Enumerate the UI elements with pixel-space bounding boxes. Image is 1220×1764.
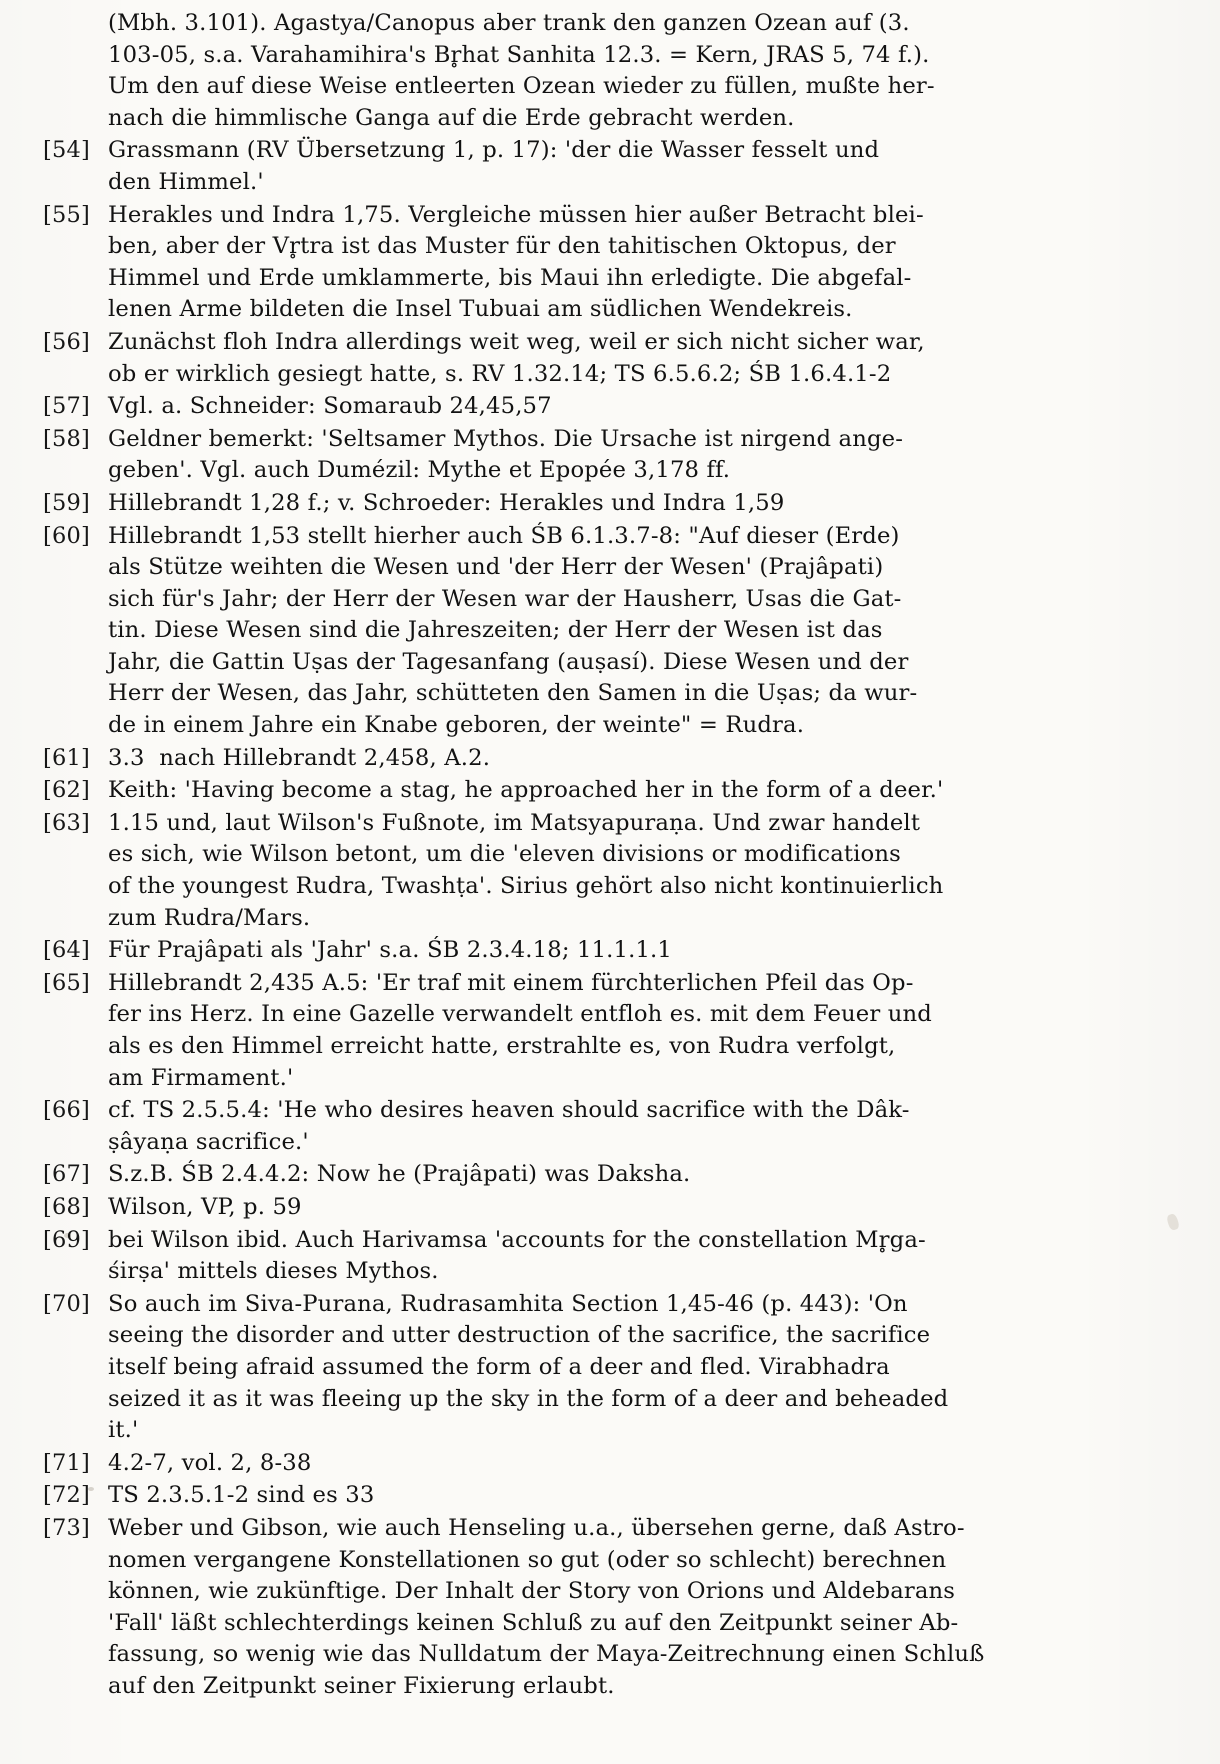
endnote-line: fassung, so wenig wie das Nulldatum der Maya-Zeitrechnung einen Schluß (108, 1641, 985, 1668)
endnote-entry (0, 1480, 1220, 1512)
endnote-entry (0, 1192, 1220, 1224)
endnote-entry (0, 743, 1220, 775)
endnote-text (108, 1513, 984, 1703)
endnote-line: Keith: 'Having become a stag, he approached her in the form of a deer.' (108, 777, 944, 804)
endnote-line: Wilson, VP, p. 59 (108, 1193, 302, 1220)
endnote-entry (0, 1448, 1220, 1480)
endnote-text (108, 424, 903, 487)
endnote-entry (0, 327, 1220, 390)
endnote-text (108, 743, 490, 775)
endnote-line: So auch im Siva-Purana, Rudrasamhita Section 1,45-46 (p. 443): 'On (108, 1290, 908, 1317)
endnote-line: als es den Himmel erreicht hatte, erstrahlte es, von Rudra verfolgt, (108, 1033, 896, 1059)
endnote-entry (0, 775, 1220, 807)
endnote-text (108, 775, 943, 807)
endnote-line: de in einem Jahre ein Knabe geboren, der weinte" = Rudra. (108, 712, 805, 739)
endnote-entry (0, 521, 1220, 742)
endnote-number: [68] (43, 1193, 90, 1220)
endnote-number: [54] (43, 137, 90, 164)
endnote-text (108, 1480, 374, 1512)
endnote-entry (0, 1225, 1220, 1288)
endnote-line: zum Rudra/Mars. (108, 904, 311, 931)
endnote-line: können, wie zukünftige. Der Inhalt der Story von Orions und Aldebarans (108, 1578, 956, 1605)
endnote-text (108, 935, 672, 967)
endnote-text (108, 1225, 926, 1288)
endnote-number: [58] (43, 425, 90, 452)
endnote-line: Jahr, die Gattin Uṣas der Tagesanfang (auṣasí). Diese Wesen und der (108, 648, 909, 675)
endnote-entry (0, 424, 1220, 487)
endnote-entry (0, 135, 1220, 198)
endnote-number: [55] (43, 201, 90, 228)
endnote-text (108, 1192, 302, 1224)
endnote-line: itself being afraid assumed the form of a deer and fled. Virabhadra (108, 1353, 890, 1380)
endnote-entry (0, 8, 1220, 134)
endnote-line: Geldner bemerkt: 'Seltsamer Mythos. Die Ursache ist nirgend ange- (108, 425, 904, 452)
endnote-text (108, 391, 552, 423)
endnote-line: Vgl. a. Schneider: Somaraub 24,45,57 (108, 393, 552, 420)
endnote-number: [69] (43, 1226, 90, 1253)
endnote-number: [57] (43, 393, 90, 420)
endnote-line: Grassmann (RV Übersetzung 1, p. 17): 'der die Wasser fesselt und (108, 137, 880, 164)
endnote-line: (Mbh. 3.101). Agastya/Canopus aber trank den ganzen Ozean auf (3. (108, 10, 910, 36)
endnote-number: [56] (43, 328, 90, 355)
endnote-line: S.z.B. ŚB 2.4.4.2: Now he (Prajâpati) was Daksha. (108, 1161, 691, 1188)
endnote-number: [73] (43, 1514, 90, 1541)
endnote-line: tin. Diese Wesen sind die Jahreszeiten; der Herr der Wesen ist das (108, 617, 883, 644)
endnote-line: Um den auf diese Weise entleerten Ozean wieder zu füllen, mußte her- (108, 73, 935, 100)
endnote-entry (0, 1513, 1220, 1703)
endnote-line: Herakles und Indra 1,75. Vergleiche müssen hier außer Betracht blei- (108, 201, 924, 228)
endnote-text (108, 1448, 311, 1480)
endnote-text (108, 8, 935, 134)
endnote-text (108, 488, 784, 520)
endnote-line: seized it as it was fleeing up the sky in the form of a deer and beheaded (108, 1385, 949, 1412)
endnote-entry (0, 1289, 1220, 1447)
endnote-line: Himmel und Erde umklammerte, bis Maui ihn erledigte. Die abgefal- (108, 264, 912, 291)
endnote-number: [62] (43, 777, 90, 804)
endnote-line: seeing the disorder and utter destruction of the sacrifice, the sacrifice (108, 1322, 931, 1349)
endnote-entry (0, 488, 1220, 520)
endnote-line: śirṣa' mittels dieses Mythos. (108, 1258, 439, 1285)
endnote-line: sich für's Jahr; der Herr der Wesen war der Hausherr, Usas die Gat- (108, 585, 902, 612)
endnote-number: [64] (43, 937, 90, 964)
endnote-text (108, 200, 924, 326)
endnote-line: geben'. Vgl. auch Dumézil: Mythe et Epopée 3,178 ff. (108, 457, 731, 484)
endnote-text (108, 1095, 910, 1158)
endnote-text (108, 1289, 948, 1447)
endnote-number: [72] (43, 1482, 90, 1509)
endnote-entry (0, 1159, 1220, 1191)
endnote-line: Hillebrandt 1,53 stellt hierher auch ŚB 6.1.3.7-8: "Auf dieser (Erde) (108, 522, 900, 549)
endnote-line: Für Prajâpati als 'Jahr' s.a. ŚB 2.3.4.18; 11.1.1.1 (108, 937, 672, 964)
endnote-line: Herr der Wesen, das Jahr, schütteten den Samen in die Uṣas; da wur- (108, 680, 918, 707)
endnote-line: fer ins Herz. In eine Gazelle verwandelt entfloh es. mit dem Feuer und (108, 1001, 932, 1028)
endnote-line: Hillebrandt 2,435 A.5: 'Er traf mit einem fürchterlichen Pfeil das Op- (108, 969, 914, 996)
endnote-number: [63] (43, 809, 90, 836)
endnote-line: nomen vergangene Konstellationen so gut (oder so schlecht) berechnen (108, 1546, 947, 1573)
endnote-line: auf den Zeitpunkt seiner Fixierung erlaubt. (108, 1672, 615, 1699)
endnote-number: [60] (43, 522, 90, 549)
endnote-line: Weber und Gibson, wie auch Henseling u.a., übersehen gerne, daß Astro- (108, 1514, 965, 1541)
endnote-line: Zunächst floh Indra allerdings weit weg, weil er sich nicht sicher war, (108, 328, 925, 355)
endnote-line: nach die himmlische Ganga auf die Erde gebracht werden. (108, 104, 795, 131)
endnote-number: [67] (43, 1161, 90, 1188)
endnote-line: 'Fall' läßt schlechterdings keinen Schluß zu auf den Zeitpunkt seiner Ab- (108, 1609, 959, 1636)
endnote-line: lenen Arme bildeten die Insel Tubuai am südlichen Wendekreis. (108, 296, 853, 323)
endnote-line: am Firmament.' (108, 1064, 294, 1091)
endnote-line: it.' (108, 1417, 139, 1444)
endnote-entry (0, 935, 1220, 967)
endnote-number: [70] (43, 1290, 90, 1317)
endnote-number: [71] (43, 1449, 90, 1476)
endnote-text (108, 135, 879, 198)
endnote-line: ṣâyaṇa sacrifice.' (108, 1128, 309, 1155)
endnote-text (108, 968, 932, 1094)
endnote-line: den Himmel.' (108, 168, 264, 195)
endnote-line: 103-05, s.a. Varahamihira's Br̥hat Sanhita 12.3. = Kern, JRAS 5, 74 f.). (108, 41, 930, 68)
endnote-line: ben, aber der Vr̥tra ist das Muster für den tahitischen Oktopus, der (108, 233, 896, 260)
endnote-entry (0, 391, 1220, 423)
endnote-number: [66] (43, 1097, 90, 1124)
endnote-entry (0, 200, 1220, 326)
endnote-number: [61] (43, 744, 90, 771)
endnote-entry (0, 968, 1220, 1094)
endnote-line: of the youngest Rudra, Twashṭa'. Sirius gehört also nicht kontinuierlich (108, 873, 944, 900)
endnote-entry (0, 1095, 1220, 1158)
endnote-line: bei Wilson ibid. Auch Harivamsa 'accounts for the constellation Mr̥ga- (108, 1226, 926, 1253)
endnote-line: als Stütze weihten die Wesen und 'der Herr der Wesen' (Prajâpati) (108, 554, 884, 581)
endnote-line: 3.3 nach Hillebrandt 2,458, A.2. (108, 744, 491, 771)
endnote-line: es sich, wie Wilson betont, um die 'eleven divisions or modifications (108, 841, 901, 868)
endnote-text (108, 521, 917, 742)
endnote-line: Hillebrandt 1,28 f.; v. Schroeder: Herakles und Indra 1,59 (108, 489, 785, 516)
endnote-line: cf. TS 2.5.5.4: 'He who desires heaven should sacrifice with the Dâk- (108, 1097, 910, 1124)
endnote-line: 1.15 und, laut Wilson's Fußnote, im Matsyapuraṇa. Und zwar handelt (108, 809, 921, 836)
endnote-text (108, 327, 925, 390)
endnote-number: [59] (43, 489, 90, 516)
endnote-number: [65] (43, 969, 90, 996)
endnote-line: TS 2.3.5.1-2 sind es 33 (108, 1482, 375, 1509)
endnote-line: ob er wirklich gesiegt hatte, s. RV 1.32.14; TS 6.5.6.2; ŚB 1.6.4.1-2 (108, 360, 892, 387)
endnote-entry (0, 808, 1220, 934)
endnote-text (108, 808, 943, 934)
endnote-line: 4.2-7, vol. 2, 8-38 (108, 1449, 312, 1476)
endnote-text (108, 1159, 690, 1191)
